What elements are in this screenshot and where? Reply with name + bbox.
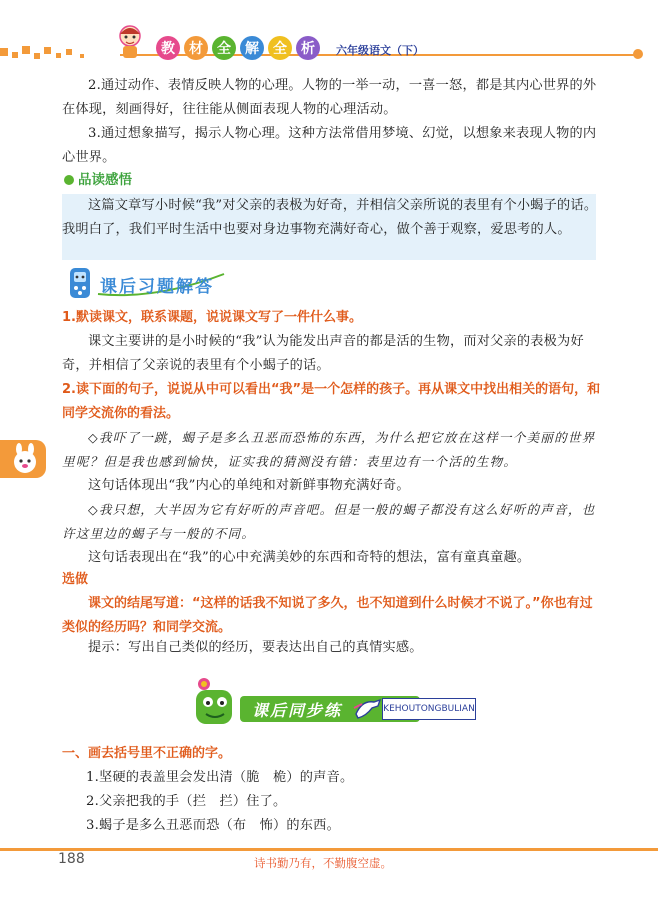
question-2: 2.读下面的句子，说说从中可以看出“我”是一个怎样的孩子。再从课文中找出相关的语句，和同学交流你的看法。 — [62, 382, 601, 421]
phone-mascot-icon — [62, 266, 98, 300]
reflection-heading — [64, 168, 132, 188]
quote-2: ◇我只想，大半因为它有好听的声音吧。但是一般的蝎子都没有这么好听的声音，也许这里边的蝎子与一般的不同。 — [62, 502, 596, 541]
practice-item-1: 1.坚硬的表盖里会发出清（脆 桅）的声音。 — [86, 770, 354, 785]
header-title-char: 全 — [268, 36, 292, 60]
practice-pinyin: KEHOUTONGBULIAN — [382, 698, 476, 720]
header-title-char: 材 — [184, 36, 208, 60]
reflection-text: 这篇文章写小时候“我”对父亲的表极为好奇，并相信父亲所说的表里有个小蝎子的话。我明白了，我们平时生活中也要对身边事物充满好奇心，做个善于观察，爱思考的人。 — [62, 198, 598, 237]
hand-pointer-icon — [352, 694, 384, 722]
header-dot — [633, 49, 643, 59]
reflection-heading-text: 品读感悟 — [78, 172, 132, 188]
girl-mascot-icon — [110, 20, 150, 60]
bullet-dot-icon — [64, 175, 74, 185]
paragraph-point-2: 2.通过动作、表情反映人物的心理。人物的一举一动，一喜一怒，都是其内心世界的外在体现，刻画得好，往往能从侧面表现人物的心理活动。 — [62, 78, 597, 117]
practice-item-2: 2.父亲把我的手（拦 拦）住了。 — [86, 794, 287, 809]
header-title-char: 解 — [240, 36, 264, 60]
green-monster-mascot-icon — [190, 676, 240, 728]
header-title-char: 全 — [212, 36, 236, 60]
hint: 提示：写出自己类似的经历，要表达出自己的真情实感。 — [88, 640, 423, 655]
optional-label: 选做 — [62, 572, 89, 587]
answer-2-part-2: 这句话表现出在“我”的心中充满美妙的东西和奇特的想法，富有童真童趣。 — [88, 550, 531, 565]
header-title-char: 析 — [296, 36, 320, 60]
header-subtitle: 六年级语文（下） — [336, 44, 424, 57]
optional-question: 课文的结尾写道：“这样的话我不知说了多久，也不知道到什么时候才不说了。”你也有过类似的经历吗？和同学交流。 — [62, 596, 593, 635]
exercises-title: 课后习题解答 — [100, 277, 214, 297]
header-title-char: 教 — [156, 36, 180, 60]
practice-item-3: 3.蝎子是多么丑恶而恐（布 怖）的东西。 — [86, 818, 340, 833]
bunny-mascot-icon — [8, 442, 42, 476]
practice-banner-title: 课后同步练 — [252, 701, 343, 720]
page-number: 188 — [58, 851, 85, 867]
footer-line — [0, 848, 658, 851]
paragraph-point-3: 3.通过想象描写，揭示人物心理。这种方法常借用梦境、幻觉，以想象来表现人物的内心世界。 — [62, 126, 597, 165]
practice-question-1: 一、画去括号里不正确的字。 — [62, 746, 232, 761]
quote-1: ◇我吓了一跳，蝎子是多么丑恶而恐怖的东西，为什么把它放在这样一个美丽的世界里呢？但是我也感到愉快，证实我的猜测没有错：表里边有一个活的生物。 — [62, 430, 596, 469]
answer-2-part-1: 这句话体现出“我”内心的单纯和对新鲜事物充满好奇。 — [88, 478, 410, 493]
answer-1: 课文主要讲的是小时候的“我”认为能发出声音的都是活的生物，而对父亲的表极为好奇，并相信了父亲说的表里有个小蝎子的话。 — [62, 334, 584, 373]
question-1: 1.默读课文，联系课题，说说课文写了一件什么事。 — [62, 310, 362, 325]
footer-motto: 诗书勤乃有，不勤腹空虚。 — [254, 856, 392, 870]
